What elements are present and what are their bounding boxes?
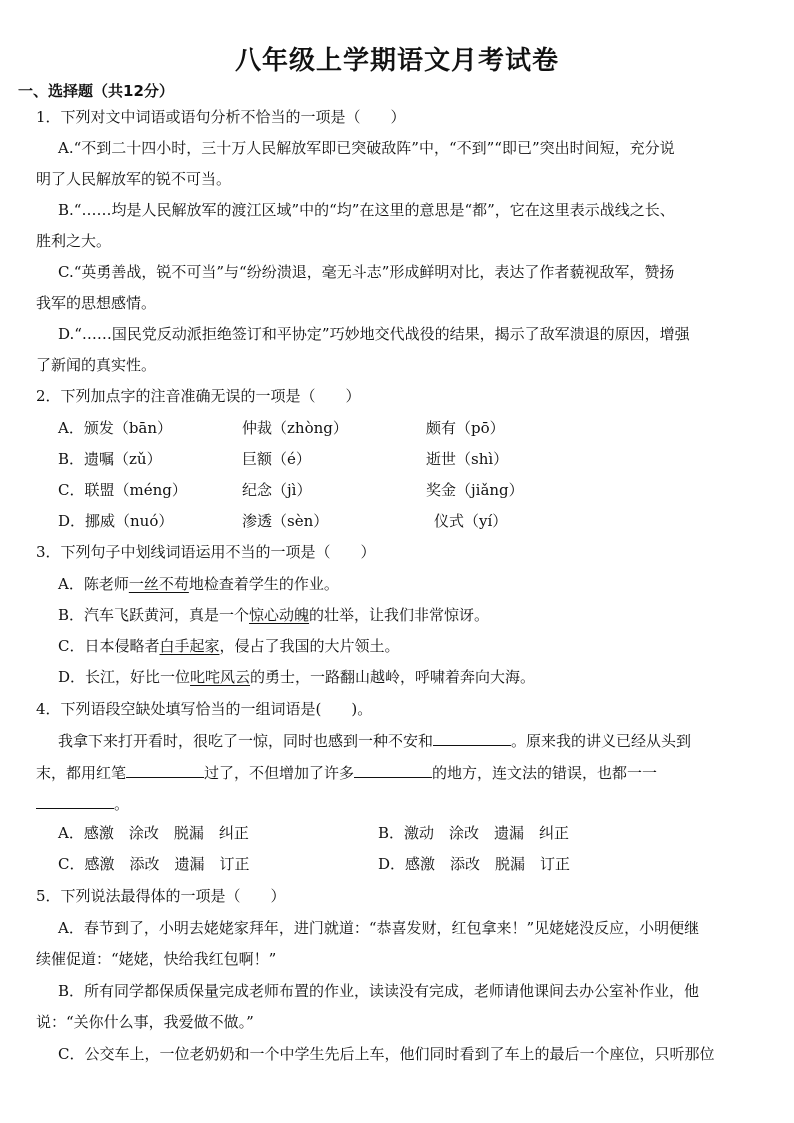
q4-passage-line-2 xyxy=(36,763,657,783)
page-title: 八年级上学期语文月考试卷 xyxy=(234,46,559,76)
q4-p2a: 末，都用红笔 xyxy=(36,764,127,782)
q1-option-d: D.“……国民党反动派拒绝签订和平协定”巧妙地交代战役的结果，揭示了敌军溃退的原因，增强 xyxy=(58,325,690,343)
q4-passage-line-1 xyxy=(58,731,691,751)
q4-blank-2 xyxy=(126,763,204,778)
q4-blank-1 xyxy=(433,731,511,746)
q5-option-b: B．所有同学都保质保量完成老师布置的作业，读读没有完成，老师请他课间去办公室补作业，他 xyxy=(58,982,700,1000)
q2-a-2: 仲裁（zhòng） xyxy=(242,419,348,437)
q4-p3: 。 xyxy=(114,795,130,813)
q4-blank-3 xyxy=(354,763,432,778)
q2-c-2: 纪念（jì） xyxy=(242,481,312,499)
q2-c-1: C．联盟（méng） xyxy=(58,481,187,499)
q2-d-2: 渗透（sèn） xyxy=(242,512,329,530)
q3-b-underlined: 惊心动魄 xyxy=(249,606,310,624)
q2-b-2: 巨额（é） xyxy=(242,450,311,468)
q1-stem: 1．下列对文中词语或语句分析不恰当的一项是（ ） xyxy=(36,108,406,126)
q4-option-c: C．感激 添改 遗漏 订正 xyxy=(58,855,250,873)
q3-c-post: ，侵占了我国的大片领土。 xyxy=(219,637,400,655)
q4-option-d: D．感激 添改 脱漏 订正 xyxy=(378,855,571,873)
q3-b-post: 的壮举，让我们非常惊讶。 xyxy=(309,606,490,624)
q4-passage-line-3 xyxy=(36,794,129,814)
q1-option-d-cont: 了新闻的真实性。 xyxy=(36,356,157,374)
q3-option-b xyxy=(58,605,489,625)
q3-c-pre: C．日本侵略者 xyxy=(58,637,160,655)
q2-b-3: 逝世（shì） xyxy=(426,450,509,468)
q5-stem: 5．下列说法最得体的一项是（ ） xyxy=(36,887,286,905)
q2-d-1: D．挪威（nuó） xyxy=(58,512,174,530)
q3-d-underlined: 叱咤风云 xyxy=(190,668,251,686)
q3-a-pre: A．陈老师 xyxy=(58,575,129,593)
q2-d-3: 仪式（yí） xyxy=(434,512,508,530)
q3-option-c xyxy=(58,636,400,656)
q5-option-b-cont: 说：“关你什么事，我爱做不做。” xyxy=(36,1013,254,1031)
q2-a-1: A．颁发（bān） xyxy=(58,419,173,437)
section-heading: 一、选择题（共12分） xyxy=(18,82,174,100)
q3-c-underlined: 白手起家 xyxy=(159,637,220,655)
q2-stem: 2．下列加点字的注音准确无误的一项是（ ） xyxy=(36,387,361,405)
q4-stem: 4．下列语段空缺处填写恰当的一组词语是( )。 xyxy=(36,700,373,718)
q1-option-c-cont: 我军的思想感情。 xyxy=(36,294,157,312)
q4-blank-4 xyxy=(36,794,114,809)
q1-option-a: A.“不到二十四小时，三十万人民解放军即已突破敌阵”中，“不到”“即已”突出时间短，充分说 xyxy=(58,139,675,157)
q3-d-pre: D．长江，好比一位 xyxy=(58,668,191,686)
q3-option-d xyxy=(58,667,535,687)
q1-option-c: C.“英勇善战，锐不可当”与“纷纷溃退，毫无斗志”形成鲜明对比，表达了作者藐视敌军，赞扬 xyxy=(58,263,675,281)
q4-option-b: B．激动 涂改 遗漏 纠正 xyxy=(378,824,570,842)
q4-p1a: 我拿下来打开看时，很吃了一惊，同时也感到一种不安和 xyxy=(58,732,434,750)
q2-c-3: 奖金（jiǎng） xyxy=(426,481,524,499)
q4-p1b: 。原来我的讲义已经从头到 xyxy=(511,732,692,750)
q3-d-post: 的勇士，一路翻山越岭，呼啸着奔向大海。 xyxy=(250,668,536,686)
q3-a-post: 地检查着学生的作业。 xyxy=(188,575,339,593)
q5-option-a: A．春节到了，小明去姥姥家拜年，进门就道：“恭喜发财，红包拿来！”见姥姥没反应，小明便继 xyxy=(58,919,700,937)
q5-option-c: C．公交车上，一位老奶奶和一个中学生先后上车，他们同时看到了车上的最后一个座位，只听那位 xyxy=(58,1045,715,1063)
q2-b-1: B．遗嘱（zǔ） xyxy=(58,450,162,468)
q5-option-a-cont: 续催促道：“姥姥，快给我红包啊！” xyxy=(36,950,277,968)
q3-option-a xyxy=(58,574,339,594)
q4-p2b: 过了，不但增加了许多 xyxy=(204,764,355,782)
q2-a-3: 颇有（pō） xyxy=(426,419,505,437)
q1-option-b: B.“……均是人民解放军的渡江区域”中的“均”在这里的意思是“都”，它在这里表示战线之长、 xyxy=(58,201,675,219)
q4-p2c: 的地方，连文法的错误，也都一一 xyxy=(432,764,658,782)
q3-b-pre: B．汽车飞跃黄河，真是一个 xyxy=(58,606,250,624)
q3-stem: 3．下列句子中划线词语运用不当的一项是（ ） xyxy=(36,543,376,561)
q4-option-a: A．感激 涂改 脱漏 纠正 xyxy=(58,824,249,842)
q1-option-a-cont: 明了人民解放军的锐不可当。 xyxy=(36,170,232,188)
q3-a-underlined: 一丝不苟 xyxy=(128,575,189,593)
q1-option-b-cont: 胜利之大。 xyxy=(36,232,112,250)
